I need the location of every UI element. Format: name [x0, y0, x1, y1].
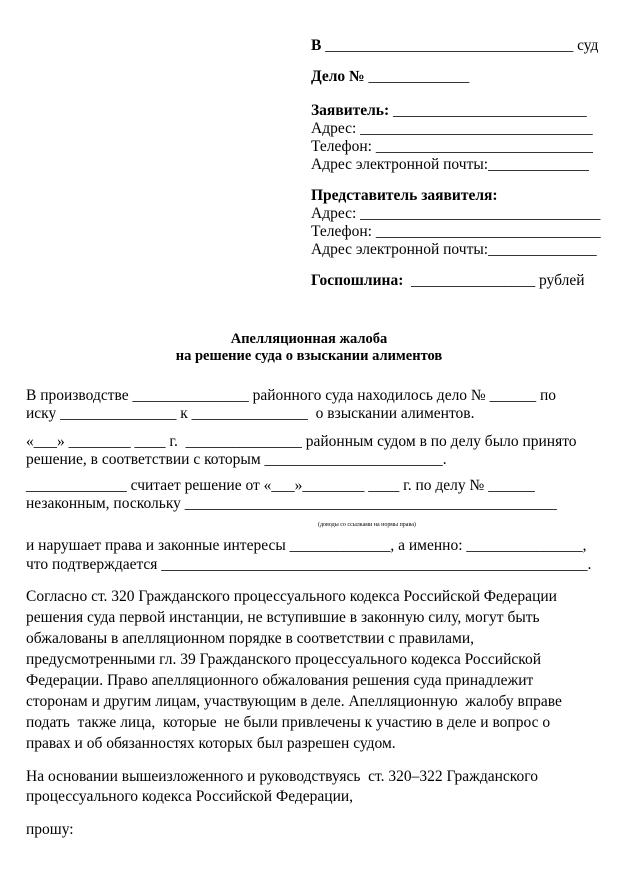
state-fee-suffix: рублей: [539, 272, 585, 289]
document-subtitle: на решение суда о взыскании алиментов: [175, 348, 443, 364]
body-line-5: _____________ считает решение от «___»________ ____ г. по делу № ______: [26, 477, 535, 494]
applicant-address: Адрес: ______________________________: [311, 120, 593, 137]
document-title: Апелляционная жалоба: [230, 331, 388, 347]
court-suffix: суд: [577, 37, 599, 54]
representative-email: Адрес электронной почты:______________: [311, 241, 597, 258]
court-prefix: В: [311, 37, 322, 54]
paragraph-1-line: правах и об обязанностях которых был разрешен судом.: [26, 735, 396, 752]
paragraph-1-line: сторонам и другим лицам, участвующим в деле. Апелляционную жалобу вправе: [26, 693, 562, 710]
applicant-phone: Телефон: ____________________________: [311, 138, 593, 155]
paragraph-1-line: решения суда первой инстанции, не вступившие в законную силу, могут быть: [26, 609, 540, 626]
state-fee-line: [311, 272, 585, 290]
body-line-7: и нарушает права и законные интересы _____________, а именно: _______________,: [26, 537, 587, 554]
paragraph-1-line: обжалованы в апелляционном порядке в соответствии с правилами,: [26, 630, 474, 647]
applicant-name-blank: _________________________: [393, 102, 587, 119]
paragraph-1-line: Федерации. Право апелляционного обжалования решения суда принадлежит: [26, 672, 534, 689]
court-name-blank: ________________________________: [325, 37, 574, 54]
representative-title: Представитель заявителя:: [311, 187, 498, 204]
body-line-6: незаконным, поскольку ________________________________________________: [26, 495, 557, 512]
body-line-2: иску _______________ к _______________ о взыскании алиментов.: [26, 405, 475, 422]
paragraph-1-line: предусмотренными гл. 39 Гражданского процессуального кодекса Российской: [26, 651, 542, 668]
body-line-4: решение, в соответствии с которым _______________________.: [26, 451, 447, 468]
representative-phone: Телефон: _____________________________: [311, 223, 601, 240]
paragraph-2-line: процессуального кодекса Российской Федерации,: [26, 788, 354, 805]
body-line-1: В производстве _______________ районного суда находилось дело № ______ по: [26, 387, 557, 404]
body-line-3: «___» ________ ____ г. _______________ районным судом в по делу было принято: [26, 433, 577, 450]
representative-address: Адрес: _______________________________: [311, 205, 601, 222]
body-line-8: что подтверждается _______________________________________________________.: [26, 556, 592, 573]
applicant-email: Адрес электронной почты:_____________: [311, 156, 589, 173]
case-number-line: [311, 68, 469, 86]
paragraph-1-line: подать также лица, которые не были привлечены к участию в деле и вопрос о: [26, 714, 551, 731]
state-fee-blank: ________________: [411, 272, 536, 289]
paragraph-1-line: Согласно ст. 320 Гражданского процессуального кодекса Российской Федерации: [26, 588, 557, 605]
court-line: [311, 37, 598, 55]
case-number-blank: _____________: [368, 68, 470, 85]
applicant-title-line: [311, 102, 587, 120]
paragraph-2-line: На основании вышеизложенного и руководствуясь ст. 320–322 Гражданского: [26, 768, 538, 785]
request-label: прошу:: [26, 821, 74, 838]
case-number-label: Дело №: [311, 68, 365, 85]
state-fee-label: Госпошлина:: [311, 272, 404, 289]
applicant-title: Заявитель:: [311, 102, 390, 119]
arguments-note: (доводы со ссылками на нормы права): [318, 522, 416, 528]
